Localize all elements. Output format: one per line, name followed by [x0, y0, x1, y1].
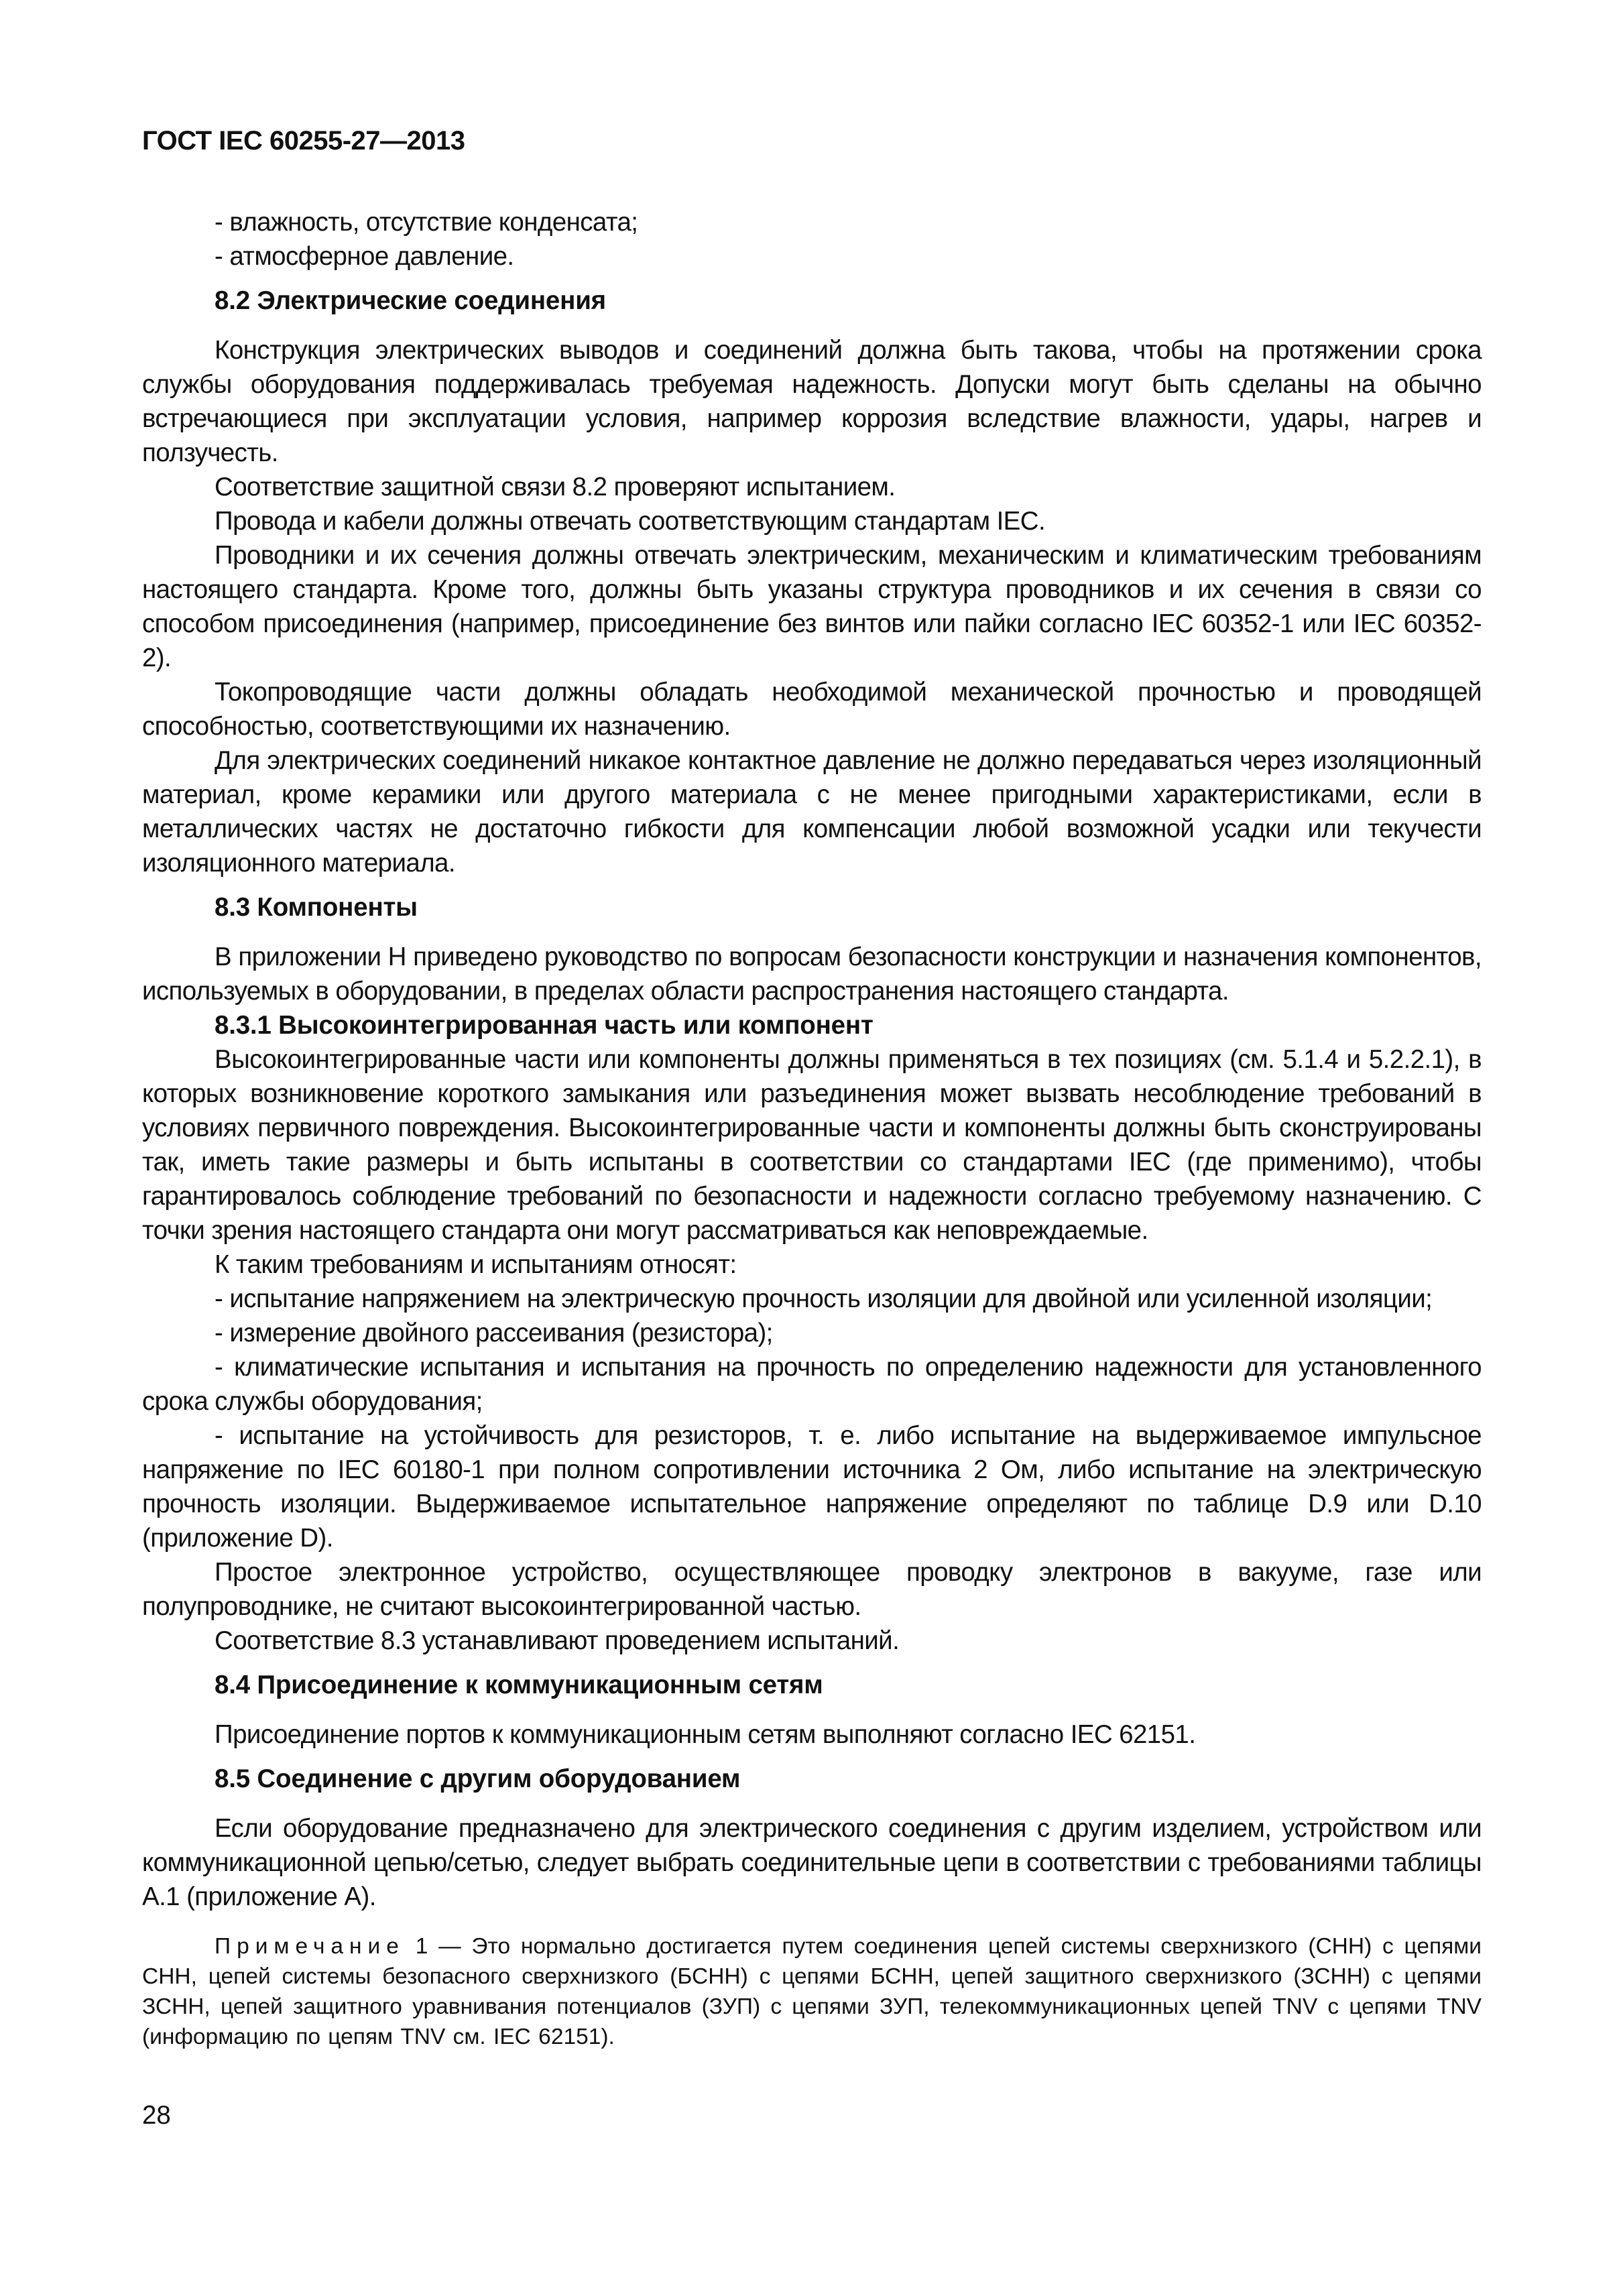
list-item: - испытание напряжением на электрическую прочность изоляции для двойной или усиленной изоляции; [215, 1284, 1433, 1313]
paragraph: В приложении Н приведено руководство по вопросам безопасности конструкции и назначения компонентов, используемых в оборудовании, в пределах области распространения настоящего стандарта. [142, 943, 1482, 1006]
note-text: — Это нормально достигается путем соединения цепей системы сверхнизкого (СНН) с цепями СНН, цепей системы безопасного сверхнизкого (БСНН) с цепями БСНН, цепей защитного сверхнизкого (ЗСНН) с цепями ЗСНН, цепей защитного уравнивания потенциалов (ЗУП) с цепями ЗУП, телекоммуникационных цепей TNV с цепями TNV (информацию по цепям TNV см. IEC 62151). [142, 1934, 1482, 2049]
note-number: 1 [415, 1934, 428, 1959]
paragraph: Провода и кабели должны отвечать соответствующим стандартам IEC. [215, 507, 1046, 536]
paragraph: Конструкция электрических выводов и соединений должна быть такова, чтобы на протяжении срока службы оборудования поддерживалась требуемая надежность. Допуски могут быть сделаны на обычно встречающиеся при эксплуатации условия, например коррозия вследствие влажности, удары, нагрев и ползучесть. [142, 336, 1482, 467]
paragraph: К таким требованиям и испытаниям относят: [215, 1250, 737, 1279]
section-heading-8-3: 8.3 Компоненты [215, 893, 418, 922]
list-item: - испытание на устойчивость для резисторов, т. е. либо испытание на выдерживаемое импульсное напряжение по IEC 60180-1 при полном сопротивлении источника 2 Ом, либо испытание на электрическую прочность изоляции. Выдерживаемое испытательное напряжение определяют по таблице D.9 или D.10 (приложение D). [142, 1421, 1482, 1553]
list-item-pressure: - атмосферное давление. [215, 242, 514, 271]
list-item: - климатические испытания и испытания на прочность по определению надежности для установленного срока службы оборудования; [142, 1353, 1482, 1416]
section-heading-8-5: 8.5 Соединение с другим оборудованием [215, 1764, 741, 1793]
paragraph: Простое электронное устройство, осуществляющее проводку электронов в вакууме, газе или полупроводнике, не считают высокоинтегрированной частью. [142, 1558, 1482, 1621]
paragraph: Если оборудование предназначено для электрического соединения с другим изделием, устройством или коммуникационной цепью/сетью, следует выбрать соединительные цепи в соответствии с требованиями таблицы А.1 (приложение А). [142, 1814, 1482, 1911]
subsection-heading-8-3-1: 8.3.1 Высокоинтегрированная часть или компонент [215, 1011, 874, 1040]
paragraph: Соответствие 8.3 устанавливают проведением испытаний. [215, 1626, 900, 1655]
paragraph: Соответствие защитной связи 8.2 проверяют испытанием. [215, 473, 896, 501]
section-heading-8-4: 8.4 Присоединение к коммуникационным сетям [215, 1671, 823, 1699]
document-body [142, 205, 1482, 2052]
document-header: ГОСТ IEC 60255-27—2013 [142, 126, 465, 156]
note-label: Примечание [215, 1934, 405, 1959]
list-item: - измерение двойного рассеивания (резистора); [215, 1319, 773, 1347]
list-item-humidity: - влажность, отсутствие конденсата; [215, 208, 638, 237]
paragraph: Для электрических соединений никакое контактное давление не должно передаваться через изоляционный материал, кроме керамики или другого материала с не менее пригодными характеристиками, если в металлических частях не достаточно гибкости для компенсации любой возможной усадки или текучести изоляционного материала. [142, 746, 1482, 878]
paragraph: Проводники и их сечения должны отвечать электрическим, механическим и климатическим требованиям настоящего стандарта. Кроме того, должны быть указаны структура проводников и их сечения в связи со способом присоединения (например, присоединение без винтов или пайки согласно IEC 60352-1 или IEC 60352-2). [142, 541, 1482, 672]
paragraph: Токопроводящие части должны обладать необходимой механической прочностью и проводящей способностью, соответствующими их назначению. [142, 678, 1482, 741]
note [142, 1931, 1482, 2052]
paragraph: Высокоинтегрированные части или компоненты должны применяться в тех позициях (см. 5.1.4 и 5.2.2.1), в которых возникновение короткого замыкания или разъединения может вызвать несоблюдение требований в условиях первичного повреждения. Высокоинтегрированные части и компоненты должны быть сконструированы так, иметь такие размеры и быть испытаны в соответствии со стандартами IEC (где применимо), чтобы гарантировалось соблюдение требований по безопасности и надежности согласно требуемому назначению. С точки зрения настоящего стандарта они могут рассматриваться как неповреждаемые. [142, 1045, 1482, 1245]
section-heading-8-2: 8.2 Электрические соединения [215, 286, 606, 315]
paragraph: Присоединение портов к коммуникационным сетям выполняют согласно IEC 62151. [215, 1720, 1196, 1749]
page-number: 28 [142, 2101, 171, 2130]
